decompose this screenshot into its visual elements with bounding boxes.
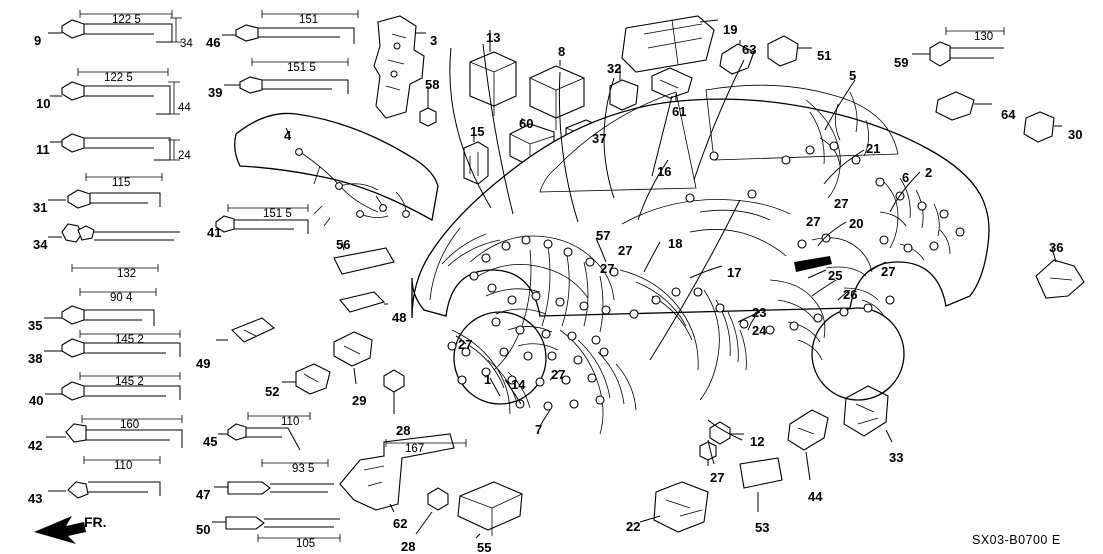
callout-14: 14 [511, 377, 526, 392]
part-15 [464, 132, 488, 184]
callout-49: 49 [196, 356, 211, 371]
dim-d3: 151 [299, 14, 319, 26]
callout-27-b: 27 [806, 214, 821, 229]
callout-34: 34 [33, 237, 48, 252]
dim-d9: 151 5 [263, 208, 292, 220]
callout-60: 60 [519, 116, 534, 131]
fr-arrow [34, 516, 86, 544]
callout-57: 57 [596, 228, 611, 243]
part-8 [530, 60, 584, 130]
front-direction-label: FR. [84, 514, 107, 530]
callout-29: 29 [352, 393, 367, 408]
dim-d16: 110 [114, 460, 133, 472]
callout-64: 64 [1001, 107, 1016, 122]
part-46 [222, 10, 358, 44]
part-38 [44, 330, 180, 357]
part-64 [936, 92, 992, 120]
callout-35: 35 [28, 318, 43, 333]
dim-d19: 105 [296, 538, 316, 550]
callout-1: 1 [484, 372, 492, 387]
callout-27-d: 27 [600, 261, 615, 276]
callout-62: 62 [393, 516, 408, 531]
callout-52: 52 [265, 384, 280, 399]
callout-11: 11 [36, 142, 50, 157]
callout-8: 8 [558, 44, 566, 59]
part-11 [50, 134, 180, 160]
callout-27-c: 27 [618, 243, 633, 258]
callout-50: 50 [196, 522, 211, 537]
callout-43: 43 [28, 491, 43, 506]
dim-d1: 122 5 [112, 14, 141, 26]
callout-38: 38 [28, 351, 43, 366]
part-28-upper [384, 370, 404, 414]
dim-d6: 151 5 [287, 62, 316, 74]
callout-55: 55 [477, 540, 492, 554]
part-35 [44, 288, 156, 326]
part-28-lower [416, 488, 448, 534]
callout-4: 4 [284, 128, 292, 143]
callout-41: 41 [207, 225, 222, 240]
callout-56: 56 [336, 237, 351, 252]
dim-d7: 24 [178, 150, 191, 162]
part-51 [768, 36, 812, 66]
part-48 [340, 292, 388, 312]
callout-48: 48 [392, 310, 407, 325]
callout-28-a: 28 [396, 423, 411, 438]
part-19 [622, 16, 718, 72]
callout-3: 3 [430, 33, 438, 48]
callout-23: 23 [752, 305, 767, 320]
callout-51: 51 [817, 48, 832, 63]
part-41 [216, 204, 308, 234]
callout-27-g: 27 [551, 367, 566, 382]
callout-59: 59 [894, 55, 909, 70]
dim-d11: 90 4 [110, 292, 133, 304]
callout-27-f: 27 [458, 337, 473, 352]
callout-45: 45 [203, 434, 218, 449]
callout-5: 5 [849, 68, 857, 83]
callout-30: 30 [1068, 127, 1083, 142]
dim-d2: 34 [180, 38, 193, 50]
callout-7: 7 [535, 422, 543, 437]
dim-d18: 93 5 [292, 463, 315, 475]
callout-42: 42 [28, 438, 43, 453]
callout-44: 44 [808, 489, 823, 504]
part-31 [48, 173, 162, 208]
callout-9: 9 [34, 33, 42, 48]
part-47 [214, 459, 334, 494]
part-39 [224, 58, 348, 94]
callout-16: 16 [657, 164, 672, 179]
callout-13: 13 [486, 30, 501, 45]
callout-36: 36 [1049, 240, 1064, 255]
dim-d13: 145 2 [115, 376, 144, 388]
dim-d5: 44 [178, 102, 191, 114]
callout-26: 26 [843, 287, 858, 302]
callout-25: 25 [828, 268, 843, 283]
callout-31: 31 [33, 200, 48, 215]
callout-58: 58 [425, 77, 440, 92]
part-58 [420, 86, 436, 126]
drawing-part-number: SX03-B0700 E [972, 533, 1061, 547]
callout-53: 53 [755, 520, 770, 535]
callout-37: 37 [592, 131, 607, 146]
part-49 [216, 318, 274, 342]
callout-10: 10 [36, 96, 51, 111]
part-52 [282, 364, 330, 394]
callout-32: 32 [607, 61, 622, 76]
dim-d10: 132 [117, 268, 137, 280]
part-42 [46, 415, 182, 448]
part-40 [45, 372, 180, 400]
part-43 [48, 456, 160, 498]
callout-18: 18 [668, 236, 683, 251]
callout-46: 46 [206, 35, 221, 50]
callout-20: 20 [849, 216, 864, 231]
callout-17: 17 [727, 265, 742, 280]
callout-27-e: 27 [881, 264, 896, 279]
dim-d12: 145 2 [115, 334, 144, 346]
callout-47: 47 [196, 487, 211, 502]
callout-27-a: 27 [834, 196, 849, 211]
callout-19: 19 [723, 22, 738, 37]
dim-d8: 115 [112, 177, 131, 189]
part-44 [788, 410, 828, 480]
dim-d20: 130 [974, 31, 994, 43]
callout-61: 61 [672, 104, 687, 119]
dim-d17: 167 [405, 443, 425, 455]
callout-21: 21 [866, 141, 881, 156]
callout-24: 24 [752, 323, 767, 338]
part-22 [640, 482, 708, 532]
part-3 [374, 16, 426, 118]
callout-33: 33 [889, 450, 904, 465]
part-50 [212, 517, 340, 542]
part-34 [48, 224, 180, 272]
callout-27-h: 27 [710, 470, 725, 485]
callout-28-b: 28 [401, 539, 416, 554]
part-55 [458, 482, 522, 538]
callout-12: 12 [750, 434, 765, 449]
part-29 [334, 332, 372, 384]
part-33 [844, 386, 892, 442]
dim-d4: 122 5 [104, 72, 133, 84]
dim-d14: 160 [120, 419, 140, 431]
part-53 [740, 458, 782, 512]
part-30 [1024, 112, 1062, 142]
callout-15: 15 [470, 124, 485, 139]
callout-63: 63 [742, 42, 757, 57]
part-36 [1036, 248, 1084, 298]
callout-2: 2 [925, 165, 933, 180]
callout-22: 22 [626, 519, 641, 534]
callout-6: 6 [902, 170, 910, 185]
dim-d15: 110 [281, 416, 300, 428]
callout-40: 40 [29, 393, 44, 408]
callout-39: 39 [208, 85, 223, 100]
